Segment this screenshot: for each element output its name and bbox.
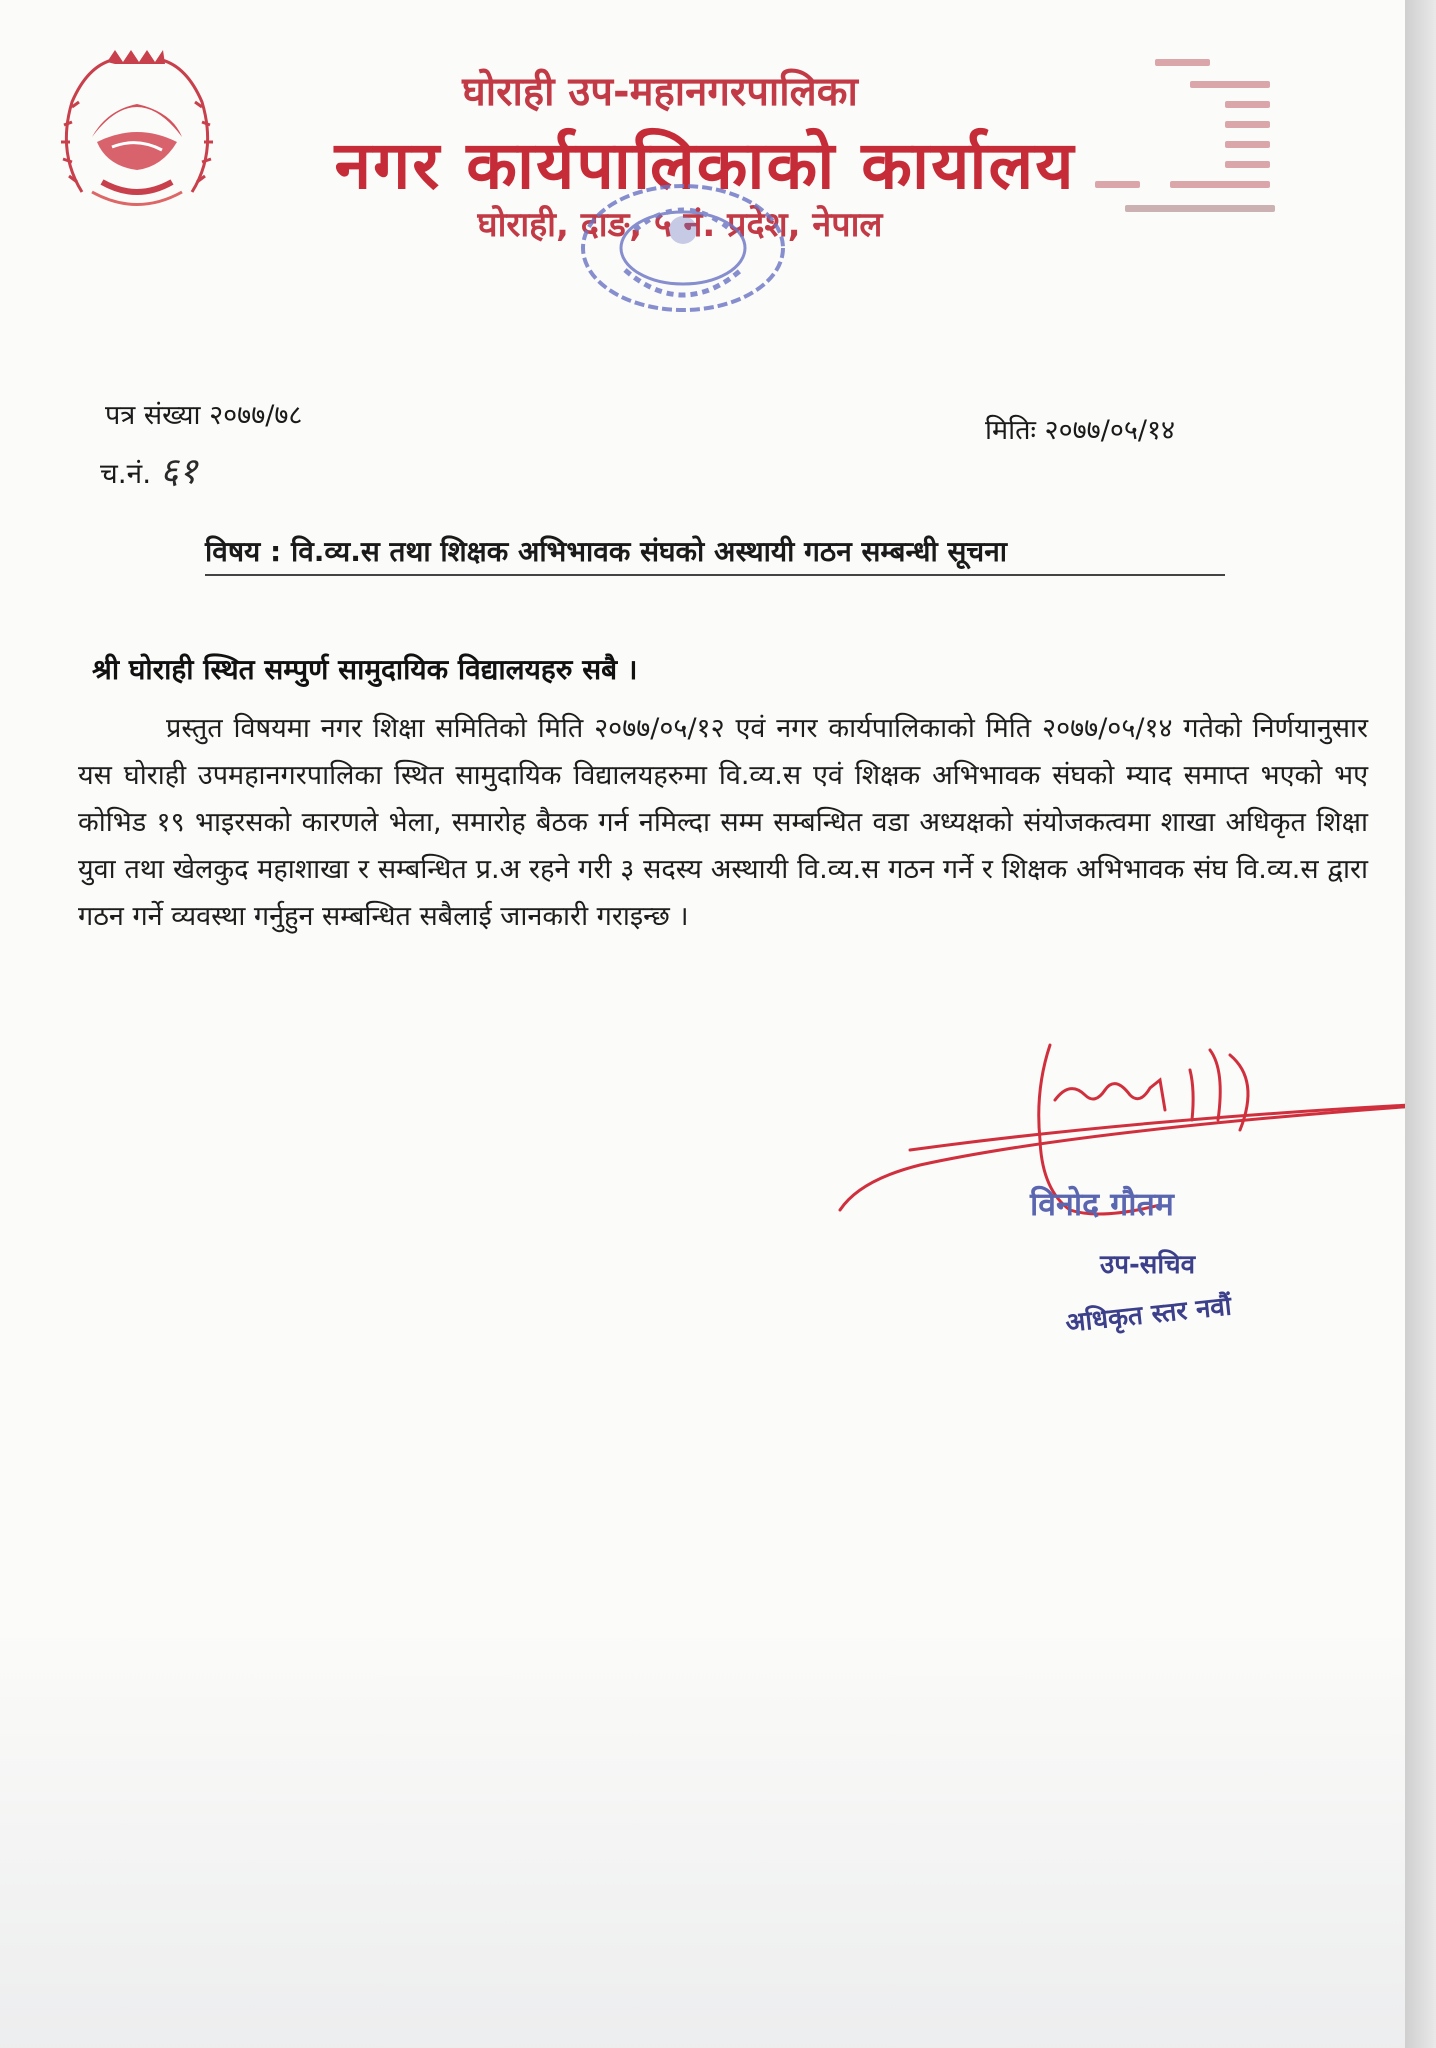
- signatory-name: विनोद गौतम: [1030, 1185, 1174, 1223]
- letter-number: पत्र संख्या २०७७/७८: [105, 400, 303, 431]
- official-stamp-icon: [565, 170, 795, 320]
- subject-line: विषय : वि.व्य.स तथा शिक्षक अभिभावक संघको अस्थायी गठन सम्बन्धी सूचना: [205, 532, 1225, 576]
- letter-body: [78, 705, 1368, 940]
- paper-shadow: [0, 1628, 1405, 2048]
- letterhead-municipality-name: घोराही उप-महानगरपालिका: [462, 69, 858, 115]
- nepal-emblem-icon: [52, 42, 222, 217]
- signatory-level: अधिकृत स्तर नवौं: [1064, 1291, 1233, 1339]
- signatory-title: उप-सचिव: [1100, 1250, 1196, 1280]
- addressee-line: श्री घोराही स्थित सम्पुर्ण सामुदायिक विद्यालयहरु सबै ।: [92, 653, 638, 686]
- letterhead-address: घोराही, दाङ, ५ नं. प्रदेश, नेपाल: [477, 205, 883, 245]
- dispatch-number-handwritten: ६१: [160, 451, 198, 492]
- dispatch-number: [100, 445, 197, 494]
- paper-edge-shadow: [1405, 0, 1436, 2048]
- body-paragraph: प्रस्तुत विषयमा नगर शिक्षा समितिको मिति २०७७/०५/१२ एवं नगर कार्यपालिकाको मिति २०७७/०५/१४ गतेको निर्णयानुसार यस घोराही उपमहानगरपालिका स्थित सामुदायिक विद्यालयहरुमा वि.व्य.स एवं शिक्षक अभिभावक संघको म्याद समाप्त भएको भए कोभिड १९ भाइरसको कारणले भेला, समारोह बैठक गर्न नमिल्दा सम्म सम्बन्धित वडा अध्यक्षको संयोजकत्वमा शाखा अधिकृत शिक्षा युवा तथा खेलकुद महाशाखा र सम्बन्धित प्र.अ रहने गरी ३ सदस्य अस्थायी वि.व्य.स गठन गर्ने र शिक्षक अभिभावक संघ वि.व्य.स द्वारा गठन गर्ने व्यवस्था गर्नुहुन सम्बन्धित सबैलाई जानकारी गराइन्छ ।: [78, 713, 1368, 932]
- letter-date: मितिः २०७७/०५/१४: [985, 415, 1176, 446]
- dispatch-number-label: च.नं.: [100, 457, 152, 490]
- letterhead-contact-block: [1095, 55, 1295, 235]
- letterhead-office-name: नगर कार्यपालिकाको कार्यालय: [334, 127, 1076, 204]
